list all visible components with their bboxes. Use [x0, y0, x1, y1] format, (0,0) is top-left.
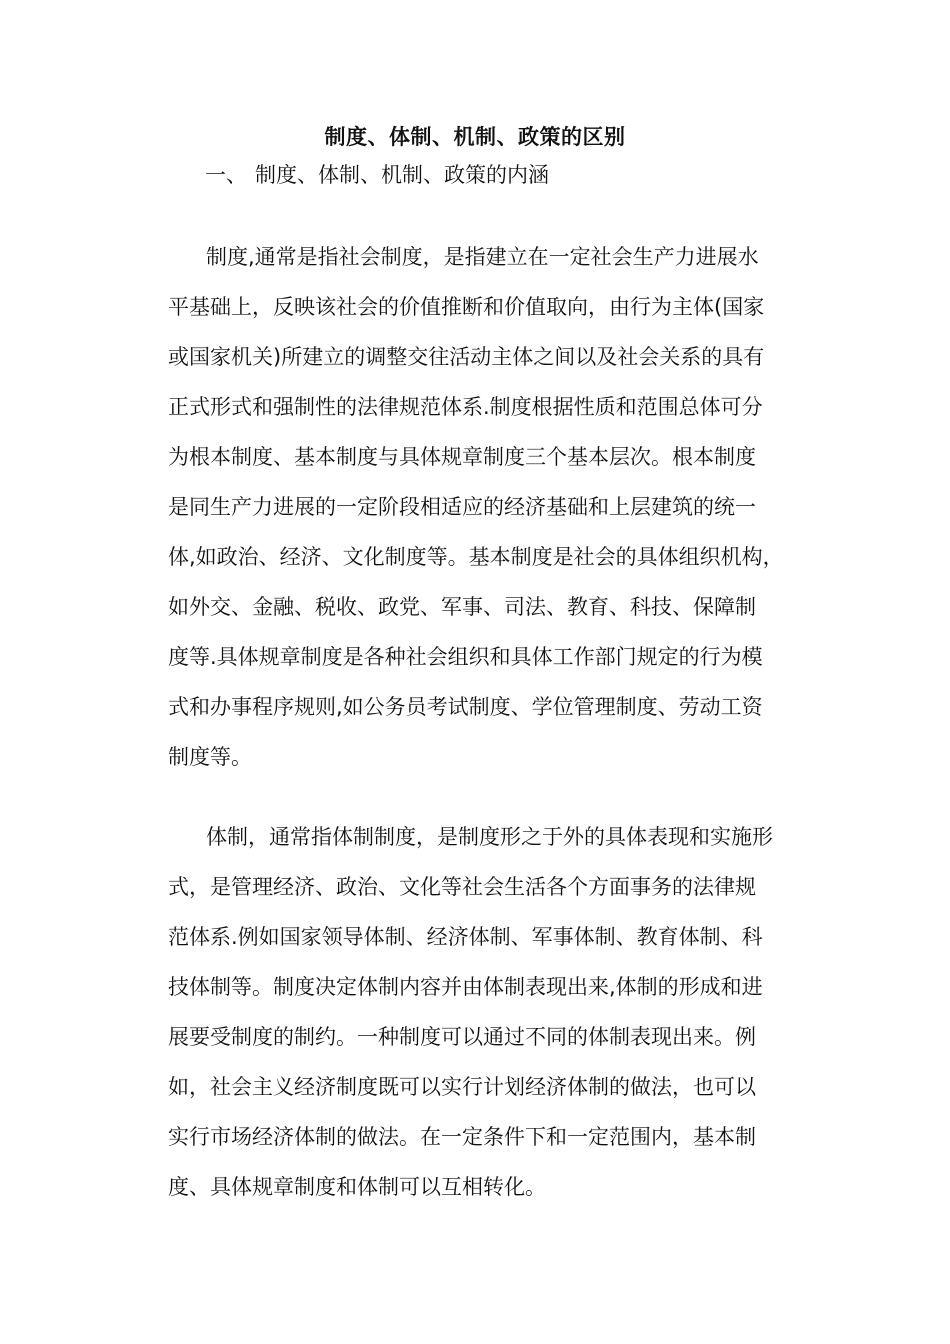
section-number: 一、	[205, 163, 247, 187]
section-heading	[205, 160, 549, 190]
paragraph-line: 如外交、金融、税收、政党、军事、司法、教育、科技、保障制	[168, 595, 756, 619]
paragraph-line: 技体制等。制度决定体制内容并由体制表现出来,体制的形成和进	[168, 975, 763, 999]
paragraph-line: 为根本制度、基本制度与具体规章制度三个基本层次。根本制度	[168, 445, 756, 469]
paragraph-line: 体,如政治、经济、文化制度等。基本制度是社会的具体组织机构，	[168, 545, 784, 569]
paragraph-line: 平基础上，反映该社会的价值推断和价值取向，由行为主体(国家	[168, 295, 765, 319]
section-heading-text: 制度、体制、机制、政策的内涵	[255, 163, 549, 187]
paragraph-line: 展要受制度的制约。一种制度可以通过不同的体制表现出来。例	[168, 1025, 756, 1049]
paragraph-line: 度、具体规章制度和体制可以互相转化。	[168, 1175, 546, 1199]
paragraph-line: 实行市场经济体制的做法。在一定条件下和一定范围内，基本制	[168, 1125, 756, 1149]
paragraph-system	[168, 812, 793, 1212]
document-title: 制度、体制、机制、政策的区别	[324, 125, 626, 149]
paragraph-institution	[168, 232, 793, 782]
paragraph-line: 如，社会主义经济制度既可以实行计划经济体制的做法，也可以	[168, 1075, 756, 1099]
paragraph-line: 制度等。	[168, 745, 252, 769]
paragraph-line: 或国家机关)所建立的调整交往活动主体之间以及社会关系的具有	[168, 345, 765, 369]
paragraph-line: 度等.具体规章制度是各种社会组织和具体工作部门规定的行为模	[168, 645, 763, 669]
paragraph-line: 体制，通常指体制制度，是制度形之于外的具体表现和实施形	[206, 825, 773, 849]
paragraph-line: 制度,通常是指社会制度，是指建立在一定社会生产力进展水	[206, 245, 759, 269]
paragraph-line: 式和办事程序规则,如公务员考试制度、学位管理制度、劳动工资	[168, 695, 763, 719]
paragraph-line: 式，是管理经济、政治、文化等社会生活各个方面事务的法律规	[168, 875, 756, 899]
paragraph-line: 正式形式和强制性的法律规范体系.制度根据性质和范围总体可分	[168, 395, 763, 419]
paragraph-line: 是同生产力进展的一定阶段相适应的经济基础和上层建筑的统一	[168, 495, 756, 519]
paragraph-line: 范体系.例如国家领导体制、经济体制、军事体制、教育体制、科	[168, 925, 763, 949]
